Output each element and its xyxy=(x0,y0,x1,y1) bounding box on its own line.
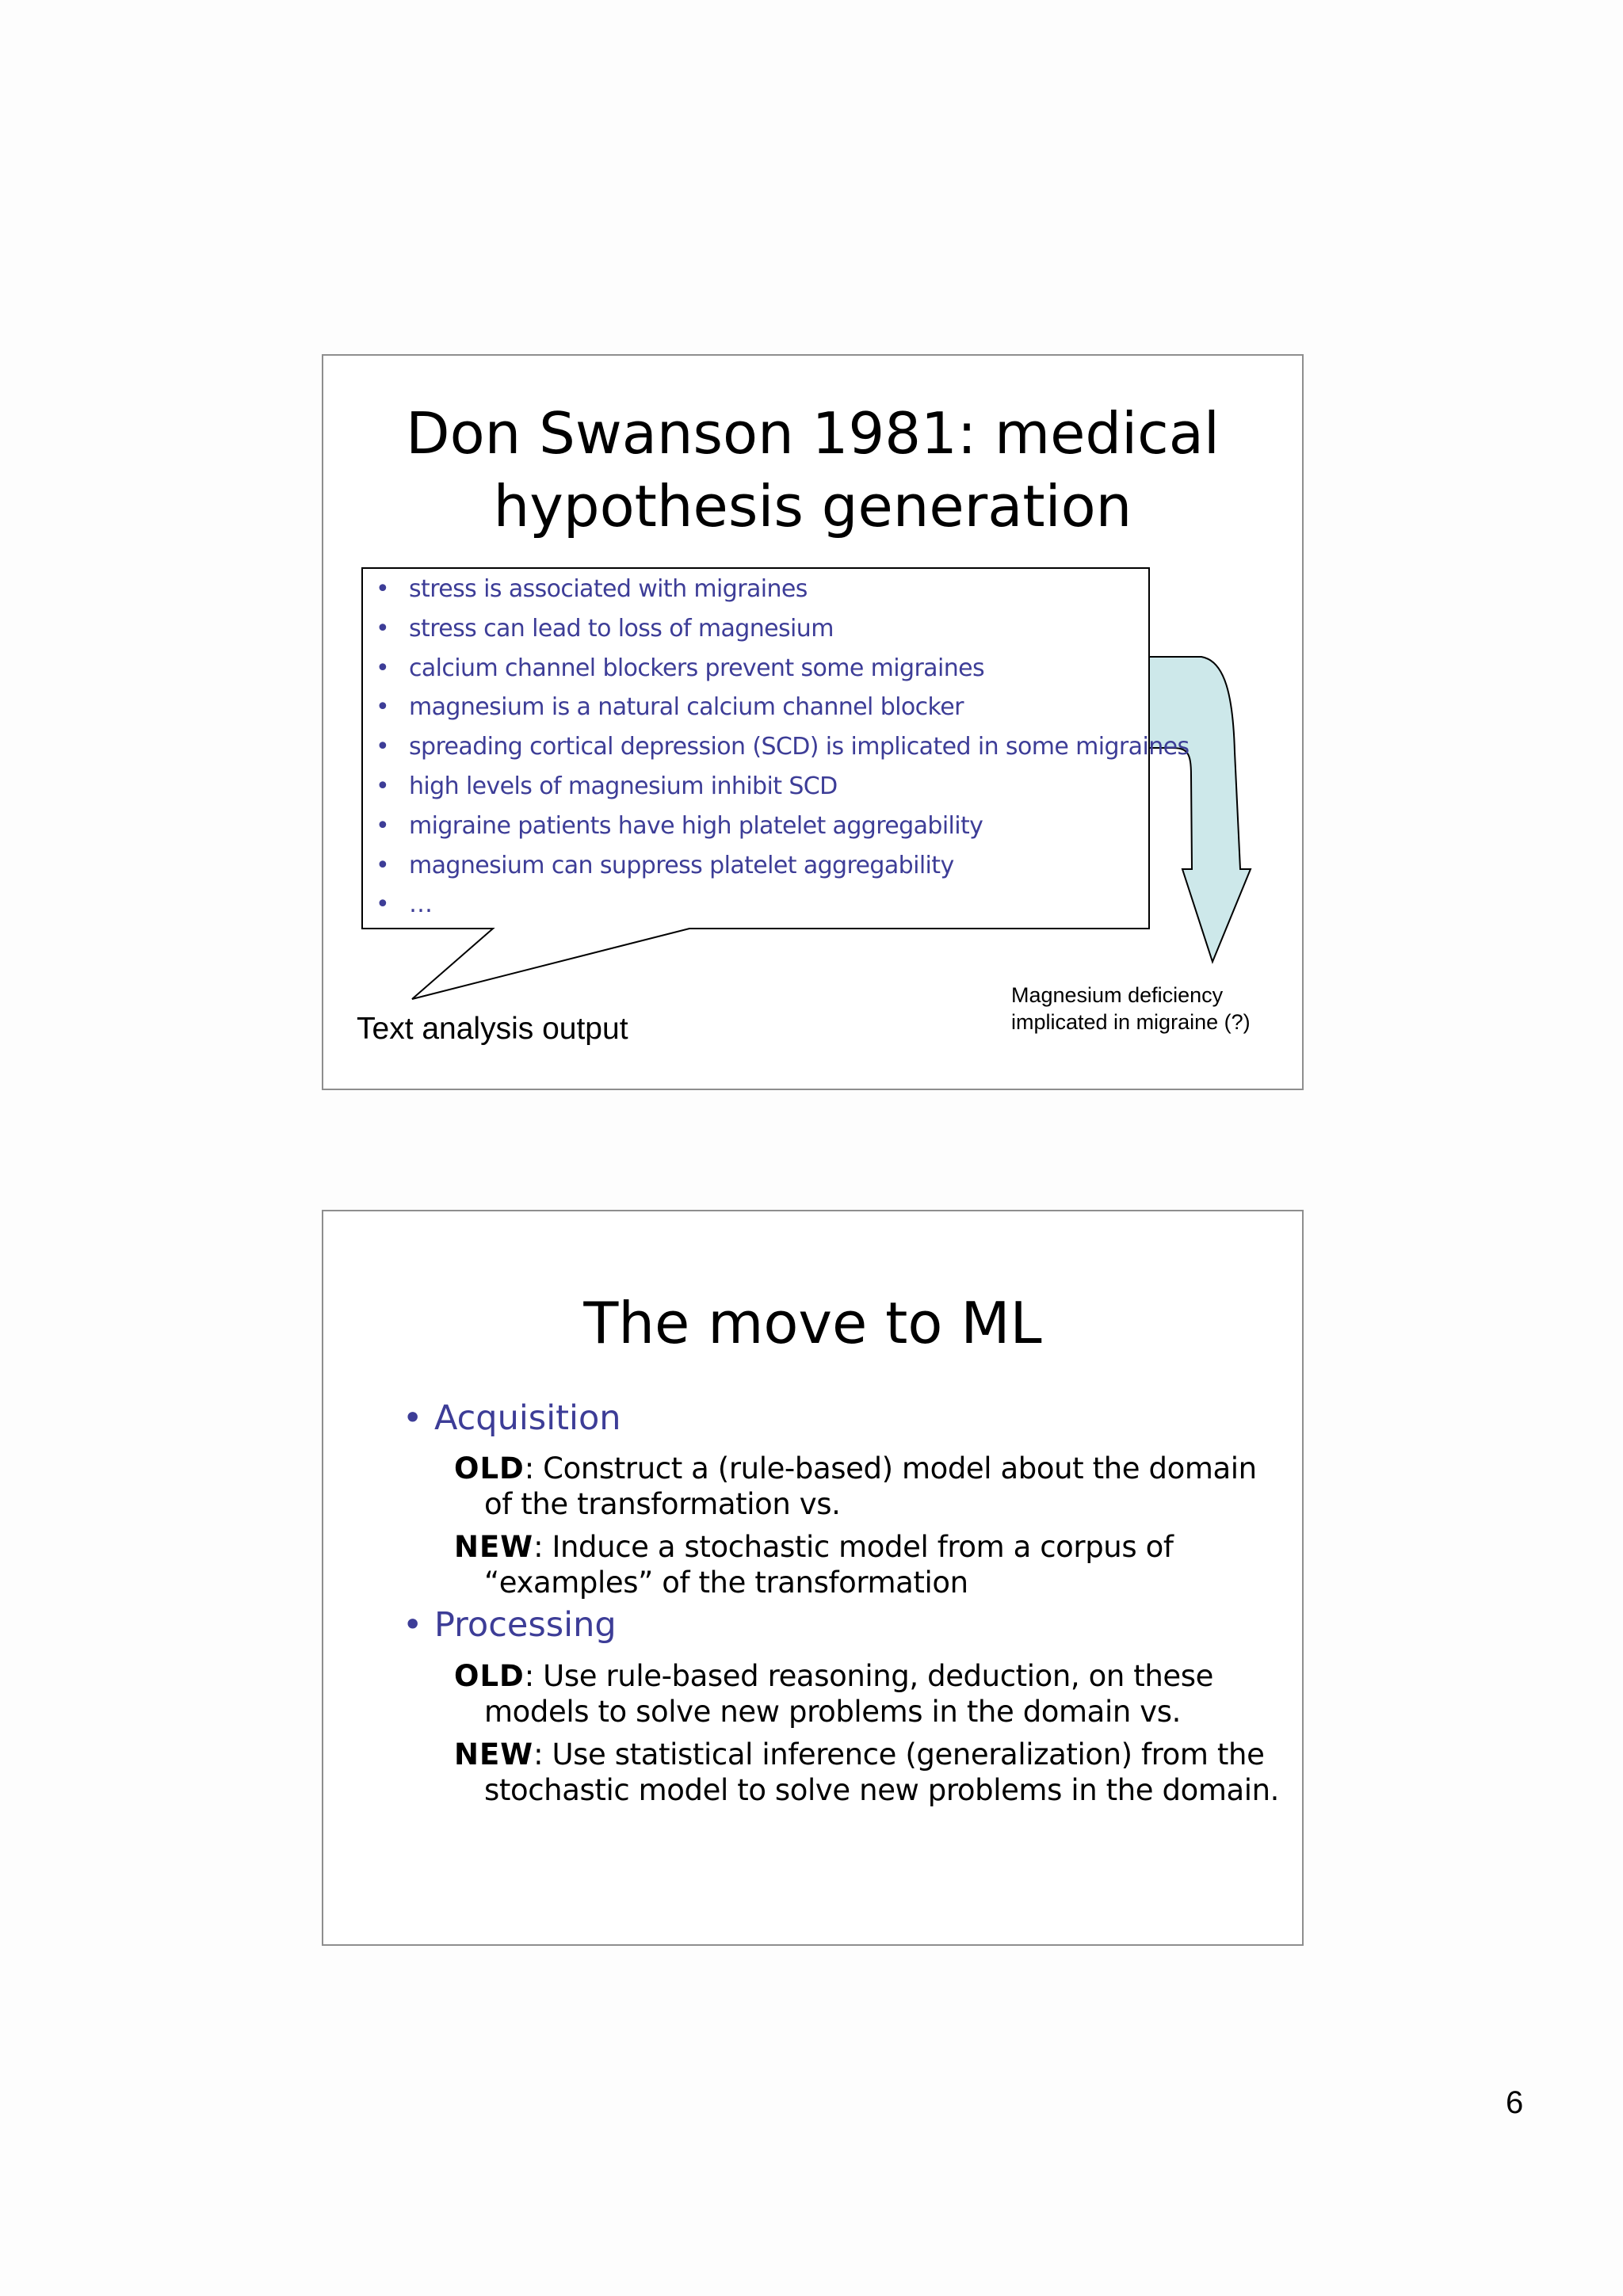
bullet-icon: • xyxy=(403,1605,423,1645)
list-item: • stress can lead to loss of magnesium xyxy=(361,609,1170,649)
keyword-old: OLD xyxy=(454,1451,525,1486)
text-analysis-caption: Text analysis output xyxy=(357,1012,628,1046)
slide-move-to-ml xyxy=(322,1210,1304,1946)
list-item-old-processing xyxy=(454,1658,1213,1730)
ml-content xyxy=(323,1211,1302,1944)
list-item: • … xyxy=(361,885,1170,925)
list-item: • magnesium is a natural calcium channel blocker xyxy=(361,688,1170,727)
item-text-continued: “examples” of the transformation xyxy=(484,1566,968,1600)
slide-title: The move to ML xyxy=(583,1290,1042,1356)
hypothesis-caption-line-2: implicated in migraine (?) xyxy=(1011,1010,1251,1034)
section-heading-acquisition xyxy=(403,1398,621,1438)
list-item: • magnesium can suppress platelet aggregability xyxy=(361,846,1170,886)
hypothesis-caption-line-1: Magnesium deficiency xyxy=(1011,983,1224,1007)
title-line-2: hypothesis generation xyxy=(493,473,1132,540)
list-item: • calcium channel blockers prevent some migraines xyxy=(361,649,1170,688)
bullet-icon: • xyxy=(403,1398,423,1438)
list-item-new-processing xyxy=(454,1737,1279,1808)
item-text-continued: stochastic model to solve new problems in the domain. xyxy=(484,1773,1280,1807)
keyword-new: NEW xyxy=(454,1737,534,1772)
page-number: 6 xyxy=(1506,2085,1524,2120)
bullet-list xyxy=(361,570,1190,925)
list-item-new-acquisition xyxy=(454,1529,1173,1600)
list-item: • high levels of magnesium inhibit SCD xyxy=(361,767,1170,807)
list-item-old-acquisition xyxy=(454,1451,1257,1522)
list-item: • spreading cortical depression (SCD) is implicated in some migraines xyxy=(361,727,1170,767)
item-text: : Use statistical inference (generalization) from the xyxy=(533,1737,1265,1772)
item-text: : Construct a (rule-based) model about the domain xyxy=(524,1451,1257,1486)
item-text: : Induce a stochastic model from a corpus of xyxy=(533,1530,1174,1564)
list-item: • stress is associated with migraines xyxy=(361,570,1170,609)
slide-swanson xyxy=(322,354,1304,1090)
hypothesis-caption xyxy=(1011,982,1251,1035)
list-item: • migraine patients have high platelet aggregability xyxy=(361,807,1170,846)
item-text-continued: models to solve new problems in the domain vs. xyxy=(484,1695,1181,1729)
section-heading-label: Acquisition xyxy=(434,1398,621,1438)
keyword-new: NEW xyxy=(454,1530,534,1564)
item-text: : Use rule-based reasoning, deduction, on these xyxy=(524,1659,1214,1693)
section-heading-label: Processing xyxy=(434,1605,617,1645)
item-text-continued: of the transformation vs. xyxy=(484,1487,841,1521)
section-heading-processing xyxy=(403,1605,617,1645)
title-line-1: Don Swanson 1981: medical xyxy=(406,400,1220,467)
keyword-old: OLD xyxy=(454,1659,525,1693)
